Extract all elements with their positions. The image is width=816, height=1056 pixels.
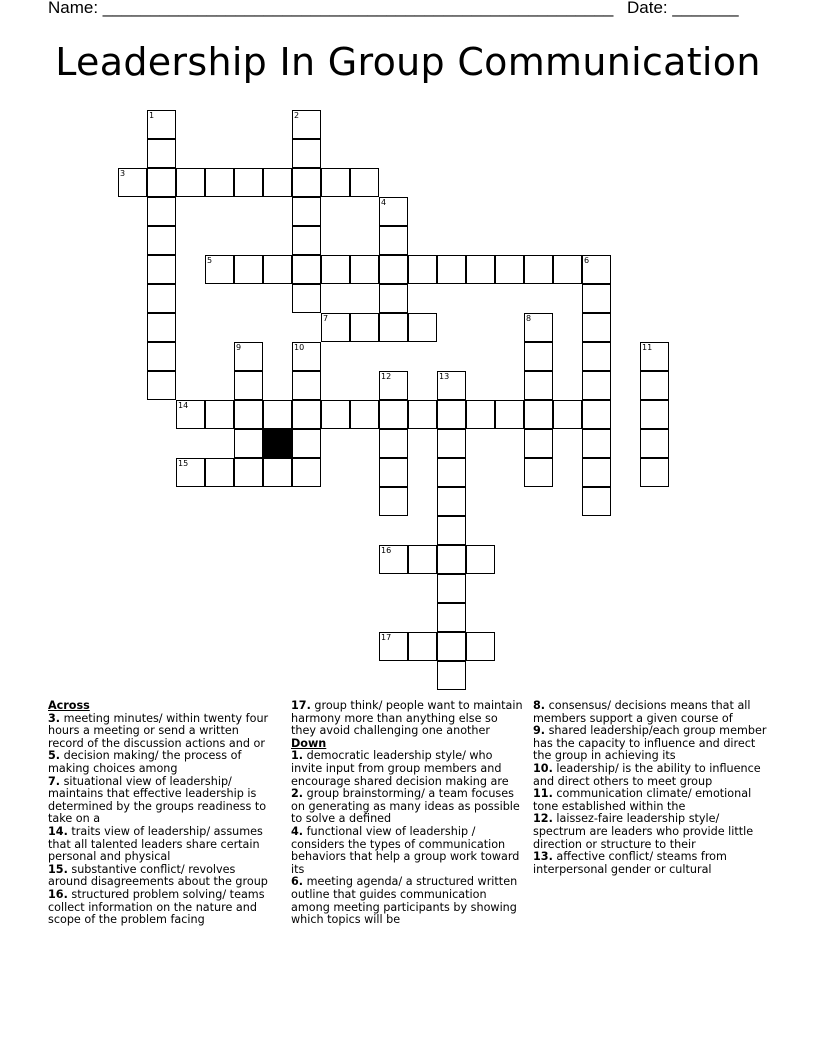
crossword-cell[interactable] <box>263 400 292 429</box>
crossword-cell[interactable] <box>321 400 350 429</box>
crossword-cell[interactable] <box>582 255 611 284</box>
crossword-cell[interactable] <box>466 545 495 574</box>
crossword-cell[interactable] <box>582 371 611 400</box>
crossword-cell[interactable] <box>234 168 263 197</box>
clue-number: 7 <box>323 314 329 323</box>
clue-text: group brainstorming/ a team focuses on generating as many ideas as possible to solve a defined <box>291 787 520 826</box>
crossword-cell[interactable] <box>147 284 176 313</box>
crossword-cell[interactable] <box>495 400 524 429</box>
crossword-cell[interactable] <box>147 342 176 371</box>
clue-text: functional view of leadership / considers the types of communication behaviors that help a group work toward its <box>291 824 520 876</box>
clue-text: affective conflict/ steams from interpersonal gender or cultural <box>533 850 727 876</box>
crossword-cell[interactable] <box>292 342 321 371</box>
clue-text: meeting minutes/ within twenty four hours a meeting or send a written record of the discussion actions and or <box>48 711 269 750</box>
clue-number-label: 5. <box>48 749 61 763</box>
page-title: Leadership In Group Communication <box>55 40 761 84</box>
crossword-cell[interactable] <box>234 342 263 371</box>
clue-number: 4 <box>381 198 387 207</box>
crossword-cell[interactable] <box>640 458 669 487</box>
crossword-cell[interactable] <box>437 487 466 516</box>
clue-number-label: 17. <box>291 699 311 712</box>
clue-text: group think/ people want to maintain harmony more than anything else so they avoid challenging one another <box>291 699 523 738</box>
crossword-cell[interactable] <box>524 400 553 429</box>
crossword-cell[interactable] <box>582 429 611 458</box>
crossword-cell[interactable] <box>234 400 263 429</box>
crossword-cell[interactable] <box>408 632 437 661</box>
crossword-cell[interactable] <box>350 400 379 429</box>
crossword-cell[interactable] <box>437 661 466 690</box>
crossword-cell[interactable] <box>350 313 379 342</box>
crossword-cell[interactable] <box>350 255 379 284</box>
crossword-cell[interactable] <box>292 371 321 400</box>
crossword-cell[interactable] <box>553 400 582 429</box>
clue-number: 5 <box>207 256 213 265</box>
crossword-cell[interactable] <box>408 545 437 574</box>
clue-number-label: 13. <box>533 850 553 864</box>
crossword-cell[interactable] <box>379 371 408 400</box>
section-heading-across: Across <box>48 699 90 712</box>
clue-item <box>533 851 767 876</box>
clue-column-1 <box>48 700 274 927</box>
crossword-cell[interactable] <box>292 197 321 226</box>
crossword-cell[interactable] <box>437 545 466 574</box>
crossword-cell[interactable] <box>582 400 611 429</box>
clue-number: 10 <box>294 343 305 352</box>
crossword-cell[interactable] <box>147 110 176 139</box>
clue-number-label: 8. <box>533 699 546 712</box>
clue-text: communication climate/ emotional tone established within the <box>533 787 752 813</box>
clue-number-label: 16. <box>48 887 68 901</box>
crossword-cell[interactable] <box>176 458 205 487</box>
clue-text: consensus/ decisions means that all members support a given course of <box>533 699 751 725</box>
clue-number: 6 <box>584 256 590 265</box>
crossword-cell[interactable] <box>176 400 205 429</box>
clue-item <box>291 876 525 926</box>
crossword-cell[interactable] <box>292 226 321 255</box>
clue-number-label: 9. <box>533 724 546 738</box>
clue-number: 11 <box>642 343 653 352</box>
clue-text: laissez-faire leadership style/ spectrum are leaders who provide little direction or structure to their <box>533 812 754 851</box>
clue-text: situational view of leadership/ maintains that effective leadership is determined by the groups readiness to take on a <box>48 774 267 826</box>
crossword-cell[interactable] <box>176 168 205 197</box>
crossword-cell[interactable] <box>524 313 553 342</box>
clue-item <box>533 725 767 763</box>
crossword-cell[interactable] <box>640 342 669 371</box>
clue-number: 8 <box>526 314 532 323</box>
clue-text: traits view of leadership/ assumes that all talented leaders share certain personal and physical <box>48 824 263 864</box>
crossword-cell[interactable] <box>524 458 553 487</box>
clue-number: 13 <box>439 372 450 381</box>
clue-item <box>48 889 274 927</box>
clue-text: shared leadership/each group member has the capacity to influence and direct the group in achieving its <box>533 724 767 763</box>
crossword-cell[interactable] <box>408 255 437 284</box>
crossword-cell[interactable] <box>582 313 611 342</box>
clue-number: 17 <box>381 633 392 642</box>
crossword-cell[interactable] <box>379 255 408 284</box>
crossword-cell[interactable] <box>379 400 408 429</box>
black-square <box>263 429 292 458</box>
crossword-cell[interactable] <box>524 255 553 284</box>
clue-number-label: 11. <box>533 787 553 801</box>
crossword-cell[interactable] <box>292 429 321 458</box>
crossword-cell[interactable] <box>582 284 611 313</box>
clue-column-3 <box>533 700 767 876</box>
section-heading-down: Down <box>291 736 327 750</box>
crossword-cell[interactable] <box>147 168 176 197</box>
crossword-cell[interactable] <box>437 632 466 661</box>
clue-text: democratic leadership style/ who invite input from group members and encourage shared decision making are <box>291 749 509 788</box>
clue-item <box>48 776 274 826</box>
crossword-cell[interactable] <box>205 168 234 197</box>
clue-number: 15 <box>178 459 189 468</box>
clue-number-label: 6. <box>291 875 304 889</box>
crossword-cell[interactable] <box>379 226 408 255</box>
crossword-cell[interactable] <box>466 255 495 284</box>
crossword-cell[interactable] <box>263 458 292 487</box>
clue-text: substantive conflict/ revolves around disagreements about the group <box>48 862 268 889</box>
crossword-cell[interactable] <box>379 313 408 342</box>
clue-item <box>291 700 525 738</box>
clue-item <box>48 713 274 751</box>
crossword-cell[interactable] <box>408 313 437 342</box>
clue-text: structured problem solving/ teams collect information on the nature and scope of the problem facing <box>48 887 265 927</box>
clue-column-2 <box>291 700 525 927</box>
crossword-cell[interactable] <box>495 255 524 284</box>
clue-item <box>533 813 767 851</box>
crossword-cell[interactable] <box>263 255 292 284</box>
clue-number: 1 <box>149 111 155 120</box>
crossword-cell[interactable] <box>205 255 234 284</box>
crossword-cell[interactable] <box>408 400 437 429</box>
clue-text: meeting agenda/ a structured written outline that guides communication among meeting participants by showing which topics will be <box>291 875 518 927</box>
crossword-cell[interactable] <box>147 139 176 168</box>
crossword-cell[interactable] <box>524 429 553 458</box>
crossword-cell[interactable] <box>640 429 669 458</box>
clue-number-label: 4. <box>291 824 304 838</box>
clue-text: decision making/ the process of making choices among <box>48 749 242 775</box>
crossword-cell[interactable] <box>437 400 466 429</box>
clue-item <box>533 763 767 788</box>
crossword-cell[interactable] <box>582 487 611 516</box>
clue-number-label: 1. <box>291 749 304 763</box>
clue-number-label: 3. <box>48 711 61 725</box>
clue-text: leadership/ is the ability to influence and direct others to meet group <box>533 761 761 788</box>
crossword-cell[interactable] <box>118 168 147 197</box>
clue-number: 3 <box>120 169 126 178</box>
crossword-cell[interactable] <box>437 516 466 545</box>
crossword-cell[interactable] <box>437 603 466 632</box>
crossword-cell[interactable] <box>234 458 263 487</box>
crossword-cell[interactable] <box>147 255 176 284</box>
clue-item <box>48 864 274 889</box>
crossword-cell[interactable] <box>234 255 263 284</box>
clue-item <box>291 750 525 788</box>
crossword-cell[interactable] <box>524 371 553 400</box>
crossword-cell[interactable] <box>640 400 669 429</box>
crossword-cell[interactable] <box>234 371 263 400</box>
crossword-cell[interactable] <box>205 458 234 487</box>
crossword-cell[interactable] <box>437 429 466 458</box>
clue-number: 14 <box>178 401 189 410</box>
crossword-cell[interactable] <box>437 371 466 400</box>
crossword-cell[interactable] <box>292 110 321 139</box>
crossword-cell[interactable] <box>292 400 321 429</box>
crossword-cell[interactable] <box>553 255 582 284</box>
crossword-cell[interactable] <box>379 429 408 458</box>
clue-number-label: 15. <box>48 862 68 876</box>
clue-number-label: 14. <box>48 824 68 838</box>
crossword-cell[interactable] <box>379 197 408 226</box>
crossword-cell[interactable] <box>582 458 611 487</box>
clue-item <box>48 750 274 775</box>
clue-item <box>48 826 274 864</box>
crossword-cell[interactable] <box>147 226 176 255</box>
clue-item <box>291 788 525 826</box>
crossword-cell[interactable] <box>321 313 350 342</box>
clue-number-label: 7. <box>48 774 61 788</box>
crossword-cell[interactable] <box>147 313 176 342</box>
crossword-cell[interactable] <box>321 168 350 197</box>
crossword-cell[interactable] <box>379 284 408 313</box>
crossword-cell[interactable] <box>292 139 321 168</box>
crossword-cell[interactable] <box>466 400 495 429</box>
crossword-cell[interactable] <box>379 458 408 487</box>
clue-number: 12 <box>381 372 392 381</box>
crossword-cell[interactable] <box>147 197 176 226</box>
clue-number-label: 10. <box>533 761 553 775</box>
crossword-cell[interactable] <box>292 255 321 284</box>
crossword-cell[interactable] <box>437 574 466 603</box>
clue-number-label: 2. <box>291 787 304 801</box>
crossword-cell[interactable] <box>379 545 408 574</box>
crossword-cell[interactable] <box>379 632 408 661</box>
crossword-cell[interactable] <box>263 168 292 197</box>
crossword-cell[interactable] <box>640 371 669 400</box>
crossword-cell[interactable] <box>292 168 321 197</box>
crossword-cell[interactable] <box>292 284 321 313</box>
crossword-cell[interactable] <box>205 400 234 429</box>
clue-number: 16 <box>381 546 392 555</box>
clue-number: 2 <box>294 111 300 120</box>
crossword-cell[interactable] <box>321 255 350 284</box>
crossword-cell[interactable] <box>350 168 379 197</box>
crossword-cell[interactable] <box>292 458 321 487</box>
clue-item <box>533 700 767 725</box>
crossword-cell[interactable] <box>147 371 176 400</box>
name-field-label: Name: ______________________________________________________ <box>48 0 614 17</box>
crossword-cell[interactable] <box>234 429 263 458</box>
clue-item <box>291 826 525 876</box>
clue-number-label: 12. <box>533 812 553 826</box>
crossword-cell[interactable] <box>437 255 466 284</box>
date-field-label: Date: _______ <box>627 0 739 17</box>
crossword-cell[interactable] <box>582 342 611 371</box>
crossword-cell[interactable] <box>466 632 495 661</box>
crossword-cell[interactable] <box>379 487 408 516</box>
crossword-cell[interactable] <box>524 342 553 371</box>
crossword-cell[interactable] <box>437 458 466 487</box>
clue-item <box>533 788 767 813</box>
clue-number: 9 <box>236 343 242 352</box>
